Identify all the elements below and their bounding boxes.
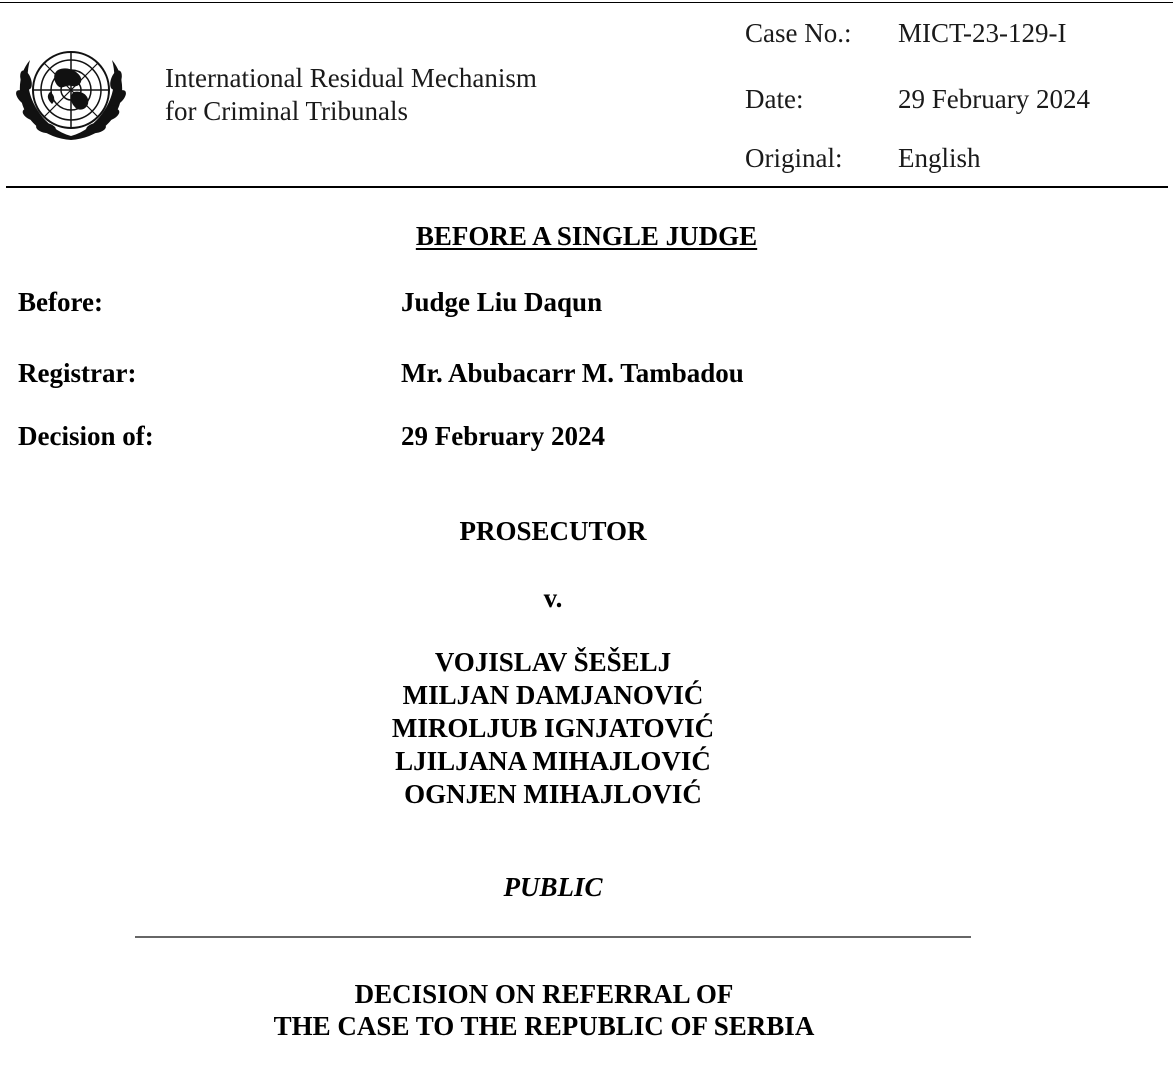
date-value: 29 February 2024 (898, 84, 1090, 114)
accused-name: VOJISLAV ŠEŠELJ (434, 647, 672, 677)
decision-title-line-2: THE CASE TO THE REPUBLIC OF SERBIA (273, 1011, 815, 1041)
header-divider (6, 186, 1168, 188)
accused-name: MIROLJUB IGNJATOVIĆ (391, 713, 715, 743)
decision-date-value: 29 February 2024 (401, 421, 605, 451)
registrar-value: Mr. Abubacarr M. Tambadou (401, 358, 744, 388)
chamber-heading (0, 221, 1173, 252)
original-language-value: English (898, 143, 981, 173)
decision-title (0, 978, 1088, 1042)
decision-title-line-1: DECISION ON REFERRAL OF (354, 979, 734, 1009)
date-label: Date: (745, 84, 804, 114)
top-border (0, 2, 1173, 3)
classification-label: PUBLIC (503, 872, 603, 902)
institution-line-2: for Criminal Tribunals (165, 96, 409, 126)
chamber-heading-text: BEFORE A SINGLE JUDGE (415, 221, 758, 251)
before-label: Before: (18, 287, 103, 317)
institution-line-1: International Residual Mechanism (165, 63, 537, 93)
section-divider (135, 936, 971, 938)
accused-name: OGNJEN MIHAJLOVIĆ (404, 779, 702, 809)
accused-name: LJILJANA MIHAJLOVIĆ (395, 746, 711, 776)
before-value: Judge Liu Daqun (401, 287, 603, 317)
versus-text: v. (543, 583, 563, 613)
original-language-label: Original: (745, 143, 843, 173)
case-number-value: MICT-23-129-I (898, 18, 1067, 48)
institution-name (165, 62, 537, 128)
case-number-label: Case No.: (745, 18, 852, 48)
accused-list (0, 646, 1106, 811)
accused-name: MILJAN DAMJANOVIĆ (402, 680, 704, 710)
registrar-label: Registrar: (18, 358, 137, 388)
decision-date-label: Decision of: (18, 421, 154, 451)
un-emblem-icon (14, 40, 128, 146)
prosecutor-heading: PROSECUTOR (459, 516, 647, 546)
